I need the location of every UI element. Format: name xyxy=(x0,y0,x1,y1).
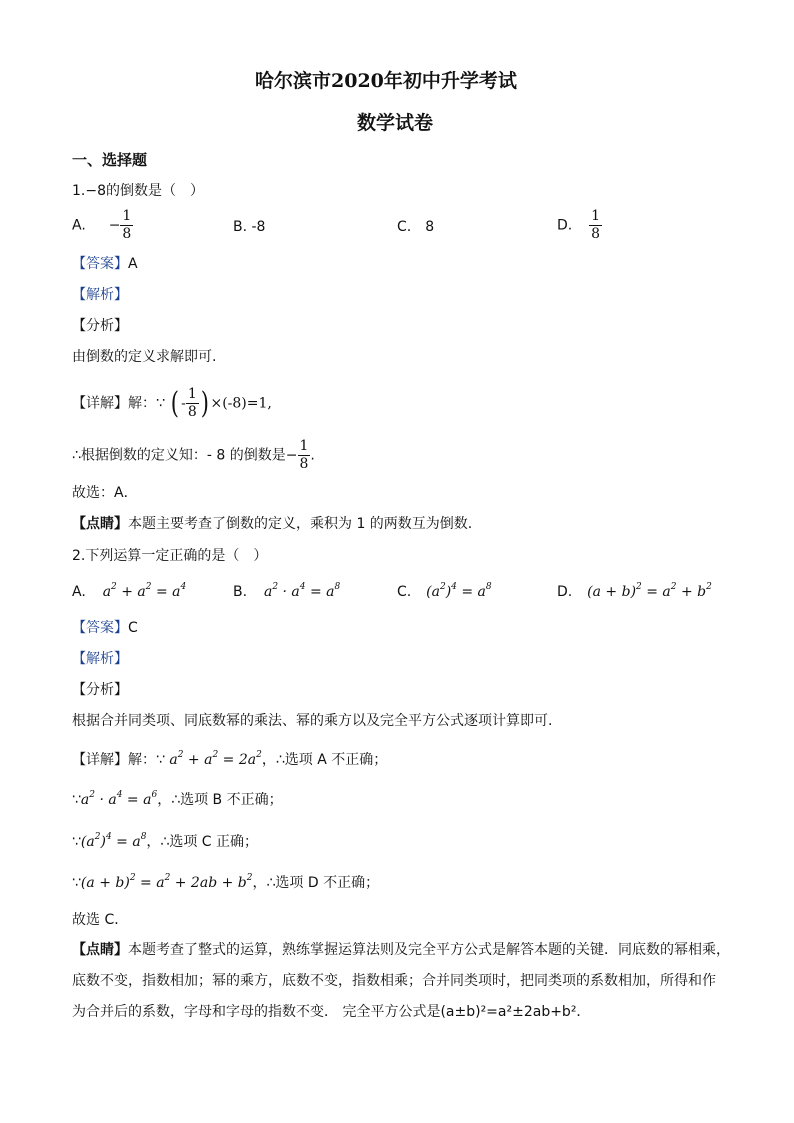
q1-option-c: C. 8 xyxy=(397,219,435,235)
q2-detail-1-formula: $a^2 + a^2 = 2a^2$ xyxy=(169,750,262,768)
q1-answer xyxy=(72,254,138,274)
q1-analysis-tag: 【解析】 xyxy=(72,287,128,303)
section-heading: 一、选择题 xyxy=(72,151,148,169)
q2-choose: 故选 C． xyxy=(72,912,129,928)
q1-therefore-text: ∴根据倒数的定义知：- 8 的倒数是− xyxy=(72,447,298,464)
q1-fenxi-tag: 【分析】 xyxy=(72,318,128,334)
q1-detail-lead: 解：∵ xyxy=(128,395,165,412)
q1-detail-rparen: ) xyxy=(200,385,209,421)
q1-detail-rest: ×(-8)=1, xyxy=(210,395,272,412)
q2-option-d-formula: $(a + b)^2 = a^2 + b^2$ xyxy=(587,582,712,600)
q2-detail-4: ∵(a + $b)^2 = a^2 + 2ab + b^2$，∴选项 D 不正确； xyxy=(72,873,380,891)
q1-option-a xyxy=(72,208,133,243)
q2-detail-3: $\because(a^2)^4 = a^8$，∴选项 C 正确； xyxy=(72,832,259,850)
q1-detail-tag: 【详解】 xyxy=(72,395,128,412)
q1-option-d-fraction: $\frac{1}{8}$ xyxy=(591,208,601,242)
q2-detail-2: $\because a^2 \cdot a^4 = a^6$，∴选项 B 不正确； xyxy=(72,790,283,808)
q2-option-b-label: B. xyxy=(233,584,248,600)
q1-option-a-fraction: $\frac{1}{8}$ xyxy=(122,208,132,242)
q1-fenxi-text: 由倒数的定义求解即可. xyxy=(72,349,217,365)
q2-dianjing-line-2: 底数不变，指数相加；幂的乘方，底数不变，指数相乘；合并同类项时，把同类项的系数相加，所得和作 xyxy=(72,973,716,989)
q1-option-a-label: A. xyxy=(72,217,86,234)
q1-detail-lparen: ( xyxy=(171,385,180,421)
q2-answer-value: C xyxy=(128,620,138,636)
q2-detail-3-formula: $(a^2)^4 = a^8$ xyxy=(80,832,147,850)
q2-option-c-label: C. xyxy=(397,584,412,600)
q1-choose: 故选：A． xyxy=(72,485,138,501)
q1-option-a-minus: − xyxy=(108,217,121,234)
q2-answer-tag: 【答案】 xyxy=(72,620,128,636)
q1-option-d xyxy=(557,208,602,243)
q1-therefore: ∴根据倒数的定义知：- 8 的倒数是− $\frac{1}{8}$ . xyxy=(72,438,315,472)
q2-option-d-label: D. xyxy=(557,584,573,600)
q2-detail-4-tail: ，∴选项 D 不正确； xyxy=(252,875,380,891)
q2-dianjing-line-3: 为合并后的系数，字母和字母的指数不变． 完全平方公式是(a±b)²=a²±2ab+b²． xyxy=(72,1004,591,1020)
q1-detail-fraction: $\frac{1}{8}$ xyxy=(187,386,197,420)
q2-option-b-formula: $a^2 \cdot a^4 = a^8$ xyxy=(263,582,341,600)
q2-analysis-tag: 【解析】 xyxy=(72,651,128,667)
q2-option-a-label: A. xyxy=(72,584,86,600)
q1-detail: 【详解】解：∵ ( - $\frac{1}{8}$ ) ×(-8)=1, xyxy=(72,385,272,421)
q1-dianjing-text: 本题主要考查了倒数的定义，乘积为 1 的两数互为倒数. xyxy=(128,516,473,532)
q2-detail-1-tail: ，∴选项 A 不正确； xyxy=(261,752,388,768)
q2-fenxi-text: 根据合并同类项、同底数幂的乘法、幂的乘方以及完全平方公式逐项计算即可. xyxy=(72,713,553,729)
q2-dianjing-text-1: 本题考查了整式的运算，熟练掌握运算法则及完全平方公式是解答本题的关键．同底数的幂相乘， xyxy=(128,942,730,958)
q2-option-a-formula: $a^2 + a^2 = a^4$ xyxy=(102,582,187,600)
q2-fenxi-tag: 【分析】 xyxy=(72,682,128,698)
q2-option-c-formula: $(a^2)^4 = a^8$ xyxy=(426,582,492,600)
q2-detail-2-formula: $a^2 \cdot a^4 = a^6$ xyxy=(80,790,158,808)
page-title: 哈尔滨市2020年初中升学考试 xyxy=(255,70,517,92)
q1-dianjing-tag: 【点睛】 xyxy=(72,516,128,532)
q2-detail-2-tail: ，∴选项 B 不正确； xyxy=(157,792,283,808)
q2-dianjing-tag: 【点睛】 xyxy=(72,942,128,958)
q2-option-c xyxy=(397,582,492,602)
q1-option-b: B. -8 xyxy=(233,219,266,235)
q2-option-b xyxy=(233,582,340,602)
q1-dianjing xyxy=(72,514,472,534)
q1-answer-tag: 【答案】 xyxy=(72,256,128,272)
q2-option-a xyxy=(72,582,186,602)
q2-option-d xyxy=(557,582,712,602)
q2-answer xyxy=(72,618,138,638)
q1-therefore-fraction: $\frac{1}{8}$ xyxy=(299,438,309,472)
q2-dianjing-line-1 xyxy=(72,940,730,960)
q1-answer-value: A xyxy=(128,256,138,272)
q2-detail-tag: 【详解】 xyxy=(72,752,128,768)
q2-detail-3-tail: ，∴选项 C 正确； xyxy=(146,834,259,850)
q1-option-d-label: D. xyxy=(557,217,573,234)
q1-stem: 1.−8的倒数是（ ） xyxy=(72,183,204,199)
q2-detail-1: 【详解】解：∵ $a^2 + a^2 = 2a^2$，∴选项 A 不正确； xyxy=(72,750,388,768)
q2-detail-4-formula: $(a + b)^2 = a^2 + 2ab + b^2$ xyxy=(80,873,253,891)
q2-stem: 2.下列运算一定正确的是（ ） xyxy=(72,548,268,564)
page-subtitle: 数学试卷 xyxy=(357,112,434,134)
